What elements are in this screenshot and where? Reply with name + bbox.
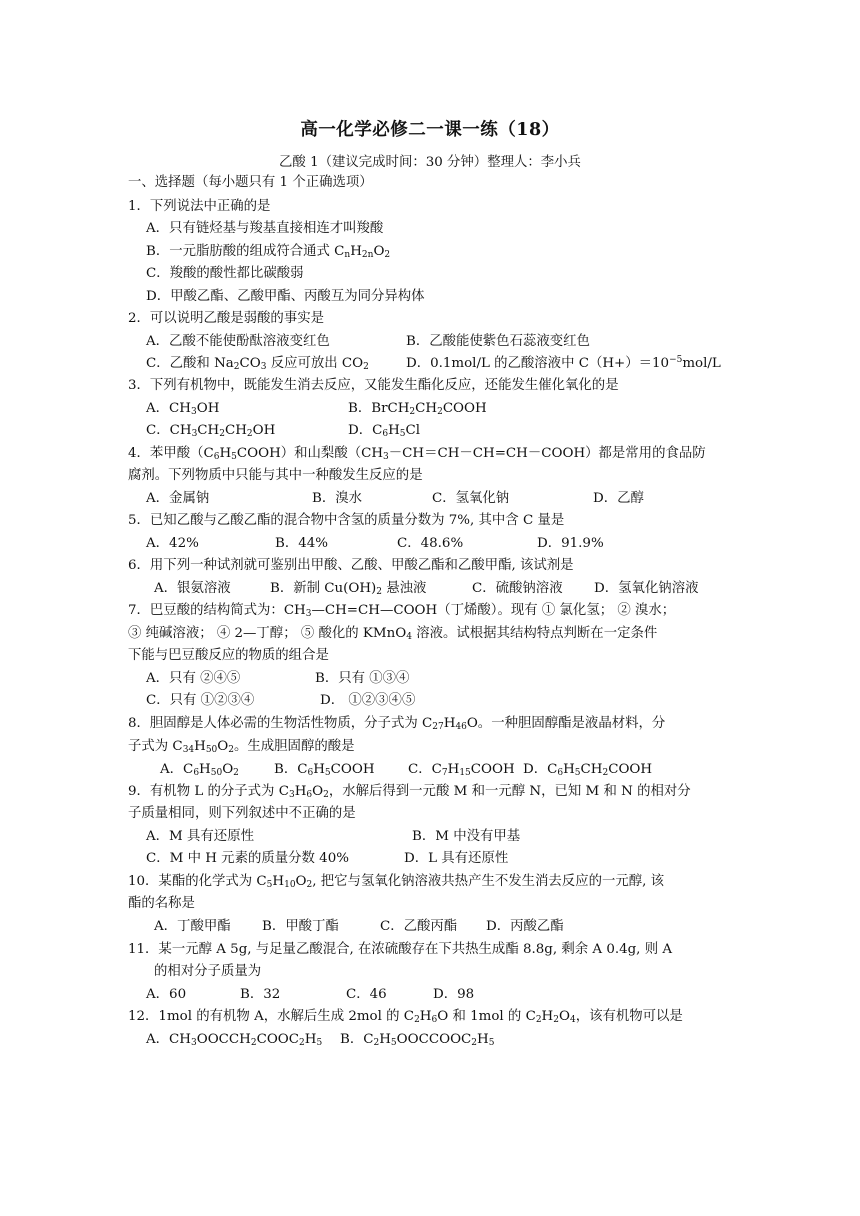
question-3-option-b: B．$BrCH_2CH_2COOH$ xyxy=(348,401,487,417)
question-8-stem-line-1: 8．胆固醇是人体必需的生物活性物质，分子式为 $C_{27}H_{46}O$。一种胆固醇酯是液晶材料，分 xyxy=(128,716,666,732)
question-7-stem-line-3: 下能与巴豆酸反应的物质的组合是 xyxy=(128,648,329,663)
question-11-option-b: B．32 xyxy=(240,987,281,1002)
question-6-stem: 6．用下列一种试剂就可鉴别出甲酸、乙酸、甲酸乙酯和乙酸甲酯, 该试剂是 xyxy=(128,558,574,573)
question-12-stem: 12．1mol 的有机物 A，水解后生成 2mol 的 $C_2H_6O$ 和 1mol 的 $C_2H_2O_4$，该有机物可以是 xyxy=(128,1009,683,1025)
question-2-option-d: D．0.1mol/L 的乙酸溶液中 $C(H+)=10^{-5}mol/L$ xyxy=(406,355,721,371)
question-12-option-a: A．$CH_3OOCCH_2COOC_2H_5$ xyxy=(146,1032,323,1048)
question-5-stem: 5．已知乙酸与乙酸乙酯的混合物中含氢的质量分数为 7%, 其中含 C 量是 xyxy=(128,513,565,528)
question-10-option-b: B．甲酸丁酯 xyxy=(262,919,339,934)
question-11-stem-line-2: 的相对分子质量为 xyxy=(154,964,262,979)
question-7-option-b: B．只有 ①③④ xyxy=(315,671,410,686)
question-7-option-d: D． ①②③④⑤ xyxy=(320,693,416,708)
question-10-option-a: A．丁酸甲酯 xyxy=(154,919,231,934)
question-4-option-c: C．氢氧化钠 xyxy=(432,491,510,506)
question-12-option-b: B．$C_2H_5OOCCOOC_2H_5$ xyxy=(340,1032,495,1048)
question-7-option-c: C．只有 ①②③④ xyxy=(146,693,255,708)
question-4-stem-line-2: 腐剂。下列物质中只能与其中一种酸发生反应的是 xyxy=(128,468,423,483)
question-4-option-b: B．溴水 xyxy=(312,491,363,506)
question-2-stem: 2．可以说明乙酸是弱酸的事实是 xyxy=(128,311,324,326)
question-7-option-a: A．只有 ②④⑤ xyxy=(146,671,241,686)
question-1-option-d: D．甲酸乙酯、乙酸甲酯、丙酸互为同分异构体 xyxy=(146,289,425,304)
question-2-option-a: A．乙酸不能使酚酞溶液变红色 xyxy=(146,334,330,349)
question-8-option-d: D．$C_6H_5CH_2COOH$ xyxy=(523,762,653,778)
question-9-option-a: A．M 具有还原性 xyxy=(146,829,254,844)
question-1-stem: 1．下列说法中正确的是 xyxy=(128,199,271,214)
question-5-option-d: D．91.9% xyxy=(537,536,604,551)
question-8-option-c: C．$C_7H_{15}COOH$ xyxy=(408,762,515,778)
question-11-option-d: D．98 xyxy=(433,987,475,1002)
question-4-stem-line-1: 4．苯甲酸$(C_6H_5COOH)$和山梨酸$(CH_3-CH=CH-CH=CH-COOH)$都是常用的食品防 xyxy=(128,446,706,462)
question-6-option-d: D．氢氧化钠溶液 xyxy=(594,581,699,596)
question-5-option-c: C．48.6% xyxy=(397,536,464,551)
question-9-option-c: C．M 中 H 元素的质量分数 40% xyxy=(146,851,349,866)
question-3-option-c: C．$CH_3CH_2CH_2OH$ xyxy=(146,423,276,439)
question-7-stem-line-1: 7．巴豆酸的结构简式为：$CH_3—CH=CH—COOH$（丁烯酸）。现有 ① 氯化氢； ② 溴水； xyxy=(128,603,676,619)
page-title: 高一化学必修二一课一练（18） xyxy=(300,120,560,140)
question-10-stem-line-1: 10．某酯的化学式为 $C_5H_{10}O_2$, 把它与氢氧化钠溶液共热产生不发生消去反应的一元醇, 该 xyxy=(128,874,665,890)
question-6-option-b: B．新制 $Cu(OH)_2$ 悬浊液 xyxy=(270,581,427,597)
question-9-option-b: B．M 中没有甲基 xyxy=(412,829,521,844)
question-1-option-a: A．只有链烃基与羧基直接相连才叫羧酸 xyxy=(146,221,384,236)
question-10-stem-line-2: 酯的名称是 xyxy=(128,896,195,911)
question-10-option-d: D．丙酸乙酯 xyxy=(486,919,564,934)
question-11-option-a: A．60 xyxy=(146,987,187,1002)
question-3-option-d: D．$C_6H_5Cl$ xyxy=(348,423,421,439)
question-6-option-a: A．银氨溶液 xyxy=(154,581,231,596)
question-4-option-a: A．金属钠 xyxy=(146,491,210,506)
question-9-stem-line-2: 子质量相同，则下列叙述中不正确的是 xyxy=(128,806,356,821)
question-6-option-c: C．硫酸钠溶液 xyxy=(472,581,563,596)
question-1-option-c: C．羧酸的酸性都比碳酸弱 xyxy=(146,266,304,281)
question-10-option-c: C．乙酸丙酯 xyxy=(380,919,458,934)
question-8-stem-line-2: 子式为 $C_{34}H_{50}O_2$。生成胆固醇的酸是 xyxy=(128,739,355,755)
question-3-option-a: A．$CH_3OH$ xyxy=(146,401,220,417)
question-4-option-d: D．乙醇 xyxy=(593,491,644,506)
question-2-option-b: B．乙酸能使紫色石蕊液变红色 xyxy=(406,334,590,349)
question-3-stem: 3．下列有机物中，既能发生消去反应，又能发生酯化反应，还能发生催化氧化的是 xyxy=(128,378,619,393)
question-5-option-a: A．42% xyxy=(146,536,199,551)
question-2-option-c: C．乙酸和 $Na_2CO_3$ 反应可放出 $CO_2$ xyxy=(146,356,369,372)
question-11-stem-line-1: 11．某一元醇 A 5g, 与足量乙酸混合, 在浓硫酸存在下共热生成酯 8.8g, 剩余 A 0.4g, 则 A xyxy=(128,942,673,957)
question-11-option-c: C．46 xyxy=(346,987,387,1002)
question-8-option-b: B．$C_6H_5COOH$ xyxy=(274,762,375,778)
question-7-stem-line-2: ③ 纯碱溶液； ④ 2—丁醇； ⑤ 酸化的 KMnO$_4$ 溶液。试根据其结构特点判断在一定条件 xyxy=(128,626,658,642)
question-9-stem-line-1: 9．有机物 L 的分子式为 $C_3H_6O_2$，水解后得到一元酸 M 和一元醇 N，已知 M 和 N 的相对分 xyxy=(128,784,691,800)
question-9-option-d: D．L 具有还原性 xyxy=(404,851,509,866)
page-subtitle: 乙酸 1（建议完成时间：30 分钟）整理人：李小兵 xyxy=(279,155,581,170)
section-heading: 一、选择题（每小题只有 1 个正确选项） xyxy=(128,175,373,190)
question-5-option-b: B．44% xyxy=(275,536,328,551)
question-8-option-a: A．$C_6H_{50}O_2$ xyxy=(160,762,239,778)
question-1-option-b: B．一元脂肪酸的组成符合通式 $C_nH_{2n}O_2$ xyxy=(146,244,391,260)
